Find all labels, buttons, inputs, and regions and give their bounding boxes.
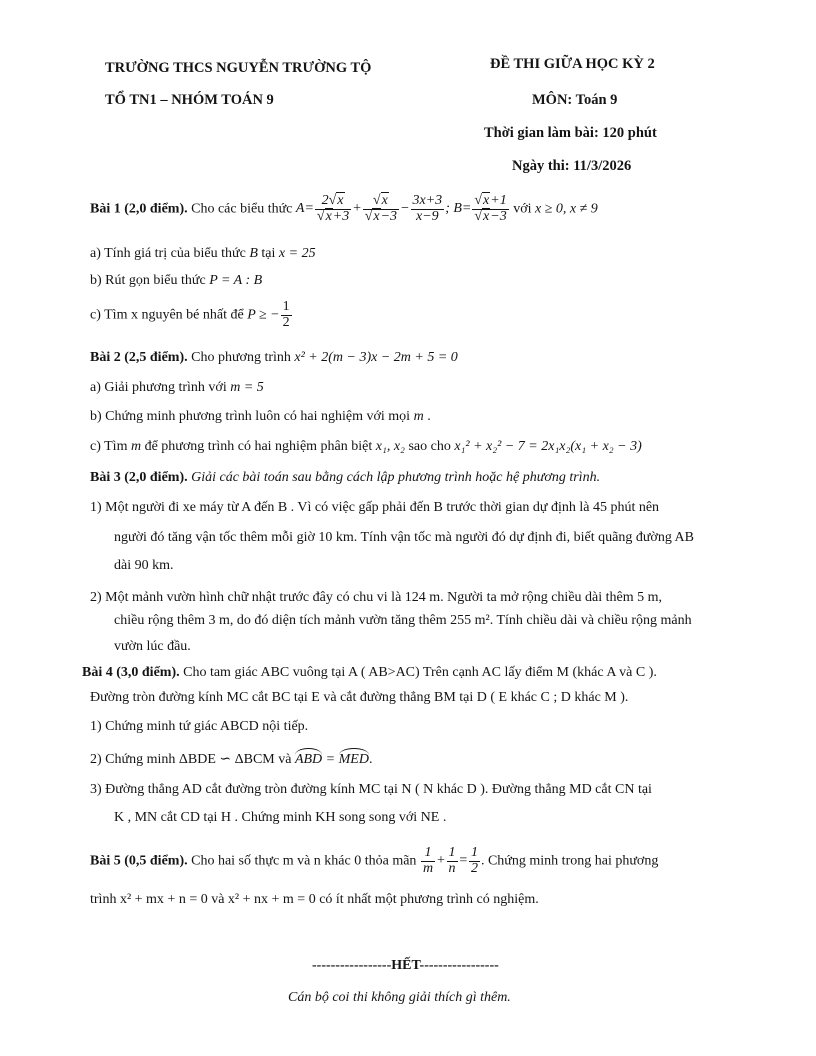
bai2-part-b: b) Chứng minh phương trình luôn có hai nghiệm với mọi m .: [90, 409, 431, 424]
exam-duration: Thời gian làm bài: 120 phút: [484, 125, 657, 141]
bai4-title: Bài 4 (3,0 điểm).: [82, 665, 180, 680]
bai1-a-val: x = 25: [278, 246, 316, 261]
bai3-p1-line2: người đó tăng vận tốc thêm mỗi giờ 10 km. Tính vận tốc mà người đó dự định đi, biết quãng đường AB: [114, 530, 694, 545]
bai1-heading-line: [90, 194, 598, 224]
bai1-cond-word: với: [513, 201, 532, 217]
bai1-part-b: [90, 273, 262, 289]
bai5-heading-line: [90, 846, 658, 876]
school-name: TRƯỜNG THCS NGUYỄN TRƯỜNG TỘ: [105, 60, 372, 76]
bai3-title: Bài 3 (2,0 điểm).: [90, 470, 188, 485]
fraction-half: $\frac{1}{2}$: [282, 299, 290, 330]
bai3-intro: Giải các bài toán sau bằng cách lập phương trình hoặc hệ phương trình.: [191, 470, 601, 485]
bai3-p1-line3: dài 90 km.: [114, 558, 174, 573]
bai1-intro: Cho các biểu thức: [191, 201, 293, 217]
footer-note: Cán bộ coi thi không giải thích gì thêm.: [288, 990, 511, 1005]
exam-title: ĐỀ THI GIỮA HỌC KỲ 2: [490, 56, 655, 72]
bai2-c-sc: sao cho: [408, 439, 451, 454]
bai4-part3-line1: 3) Đường thẳng AD cắt đường tròn đường kính MC tại N ( N khác D ). Đường thẳng MD cắt CN tại: [90, 782, 652, 797]
bai2-intro: Cho phương trình: [191, 350, 291, 365]
exam-date: Ngày thi: 11/3/2026: [512, 158, 632, 174]
bai1-part-a: a) Tính giá trị của biểu thức B tại x = 25: [90, 246, 316, 261]
bai4-part2-text: 2) Chứng minh ΔBDE ∽ ΔBCM và: [90, 752, 292, 767]
bai2-c-text: c) Tìm: [90, 439, 128, 454]
bai1-a-text: a) Tính giá trị của biểu thức: [90, 246, 246, 261]
bai2-title: Bài 2 (2,5 điểm).: [90, 350, 188, 365]
bai5-line2: trình x² + mx + n = 0 và x² + nx + m = 0 có ít nhất một phương trình có nghiệm.: [90, 892, 539, 907]
bai2-a-val: m = 5: [230, 380, 264, 395]
bai4-line2: Đường tròn đường kính MC cắt BC tại E và cắt đường thẳng BM tại D ( E khác C ; D khác M ).: [90, 690, 629, 705]
bai4-line1: Cho tam giác ABC vuông tại A ( AB>AC) Trên cạnh AC lấy điểm M (khác A và C ).: [183, 665, 657, 680]
bai2-b-text: b) Chứng minh phương trình luôn có hai nghiệm với mọi: [90, 409, 411, 424]
bai4-part2: 2) Chứng minh ΔBDE ∽ ΔBCM và ABD = MED.: [90, 752, 373, 767]
bai2-equation: x² + 2(m − 3)x − 2m + 5 = 0: [294, 350, 458, 365]
bai4-part3-line2: K , MN cắt CD tại H . Chứng minh KH song song với NE .: [114, 810, 447, 825]
bai1-title: Bài 1 (2,0 điểm).: [90, 201, 188, 217]
bai1-c-expr: P ≥ −: [247, 307, 280, 323]
bai5-line1b: . Chứng minh trong hai phương: [480, 853, 659, 869]
bai4-part1: 1) Chứng minh tứ giác ABCD nội tiếp.: [90, 719, 309, 734]
bai2-part-c: c) Tìm m để phương trình có hai nghiệm phân biệt x₁, x₂ sao cho x₁² + x₂² − 7 = 2x₁x₂(x₁ + x₂ − 3): [90, 439, 642, 454]
bai2-c-cond: x₁² + x₂² − 7 = 2x₁x₂(x₁ + x₂ − 3): [454, 439, 642, 454]
bai1-part-c: [90, 300, 293, 330]
bai2-heading-line: [90, 350, 458, 366]
bai5-condition-expr: $\frac{1}{m}$ + $\frac{1}{n}$ = $\frac{1}{2}$: [422, 845, 478, 876]
bai1-expr-A: A= $\frac{2√x}{√x+3}$ + $\frac{√x}{√x-3}$ − $\frac{3x+3}{x-9}$ ; B= $\frac{√x+1}{√x-3}$: [295, 193, 507, 224]
bai1-b-text: b) Rút gọn biểu thức: [90, 273, 206, 288]
bai1-cond-expr: x ≥ 0, x ≠ 9: [535, 201, 598, 217]
bai3-p2-line2: chiều rộng thêm 3 m, do đó diện tích mảnh vườn tăng thêm 255 m². Tính chiều dài và chiều rộng mảnh: [114, 613, 692, 628]
bai3-p2-line3: vườn lúc đầu.: [114, 639, 191, 654]
bai2-part-a: [90, 380, 264, 396]
bai5-line1a: Cho hai số thực m và n khác 0 thỏa mãn: [191, 853, 417, 869]
bai4-heading-line: [82, 665, 657, 681]
bai5-title: Bài 5 (0,5 điểm).: [90, 853, 188, 869]
bai3-p1-line1: 1) Một người đi xe máy từ A đến B . Vì có việc gấp phải đến B trước thời gian dự định là 45 phút nên: [90, 500, 660, 515]
bai1-a-tai: tại: [261, 246, 276, 261]
bai1-c-text: c) Tìm x nguyên bé nhất để: [90, 307, 244, 323]
group-name: TỔ TN1 – NHÓM TOÁN 9: [105, 92, 274, 108]
exam-subject: MÔN: Toán 9: [532, 92, 618, 108]
bai3-p2-line1: 2) Một mảnh vườn hình chữ nhật trước đây có chu vi là 124 m. Người ta mở rộng chiều dài thêm 5 m,: [90, 590, 663, 605]
bai1-b-expr: P = A : B: [209, 273, 263, 288]
bai2-c-mid: để phương trình có hai nghiệm phân biệt: [144, 439, 373, 454]
bai2-a-text: a) Giải phương trình với: [90, 380, 227, 395]
bai3-heading-line: [90, 470, 600, 486]
end-marker: -----------------HẾT-----------------: [312, 958, 499, 973]
